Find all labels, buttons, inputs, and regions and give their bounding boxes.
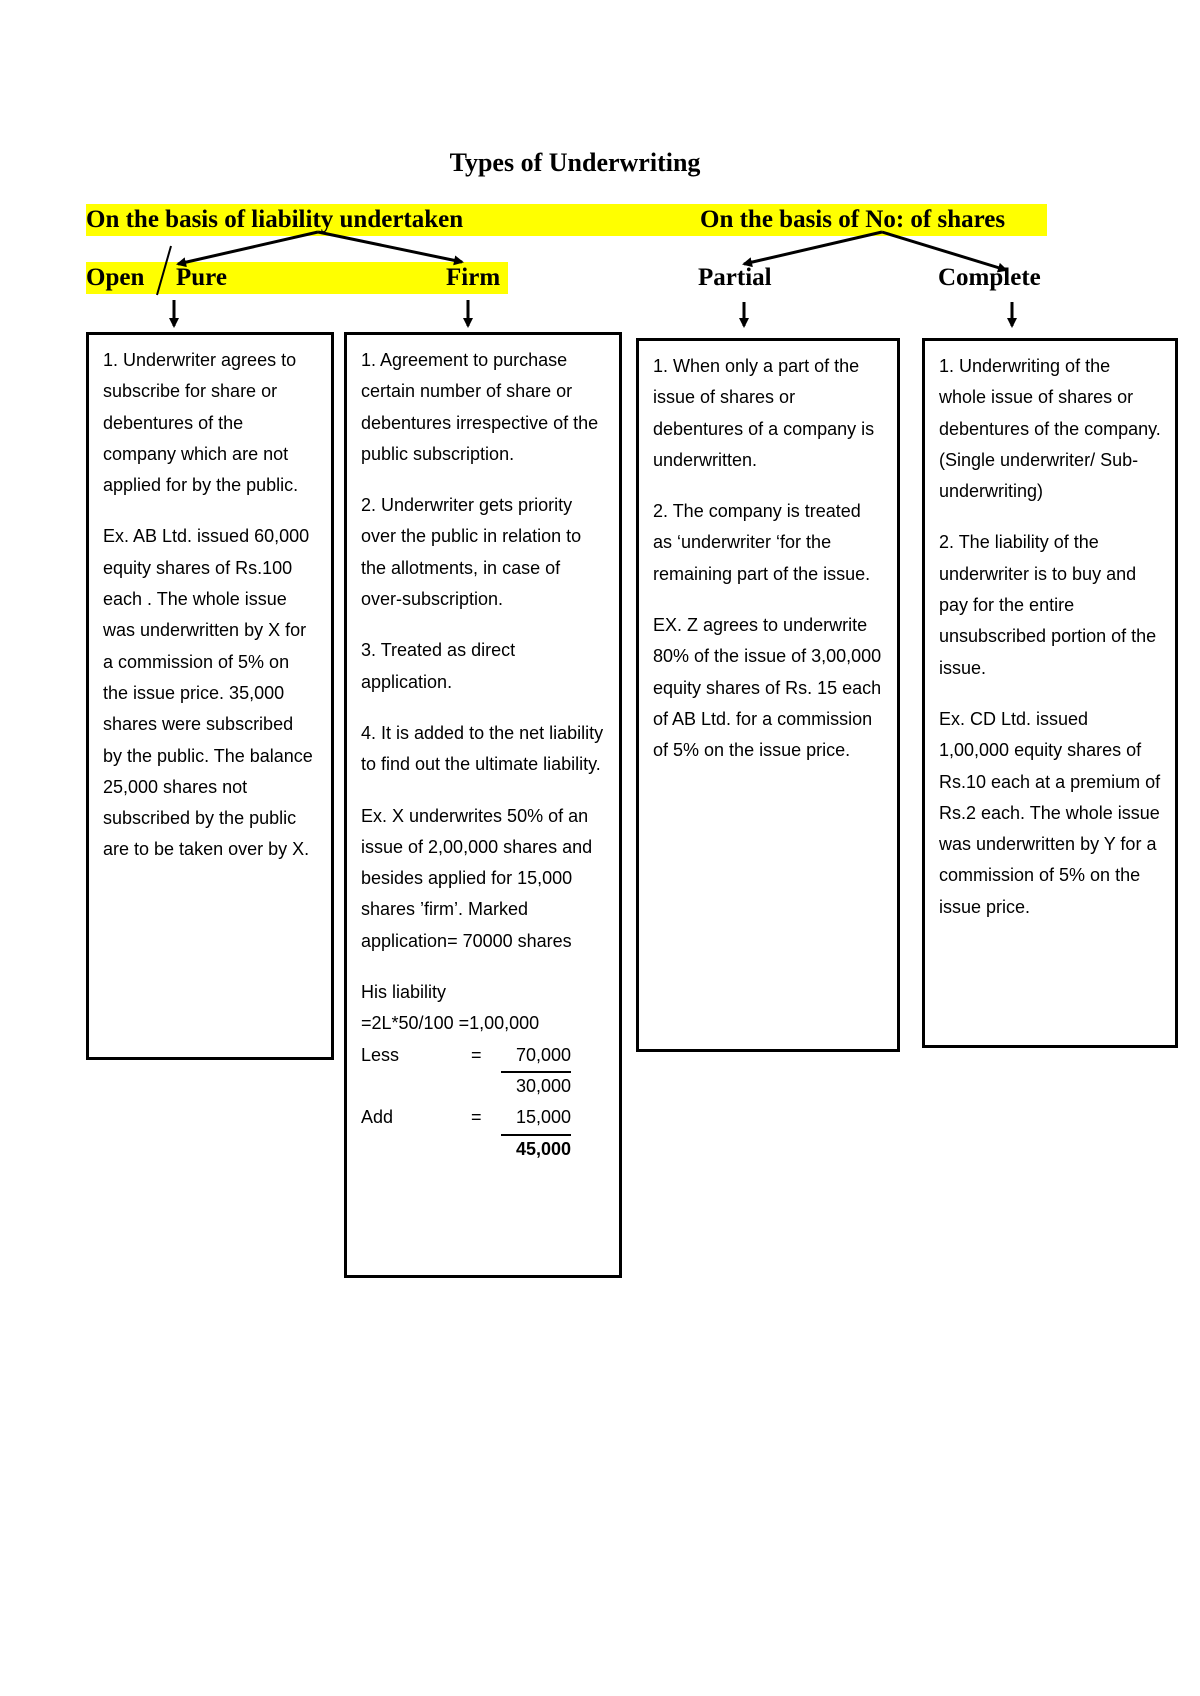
category-complete: Complete xyxy=(938,264,1041,291)
calc-subtotal-value: 30,000 xyxy=(515,1075,571,1096)
open-pure-box xyxy=(86,332,334,1060)
partial-box xyxy=(636,338,900,1052)
complete-box xyxy=(922,338,1178,1048)
calc-total-row xyxy=(361,1134,605,1165)
partial-example: EX. Z agrees to underwrite 80% of the issue of 3,00,000 equity shares of Rs. 15 each of AB Ltd. for a commission of 5% on the issue price. xyxy=(653,615,882,761)
arrow-liability-to-open-pure xyxy=(178,232,318,264)
firm-example: Ex. X underwrites 50% of an issue of 2,00,000 shares and besides applied for 15,000 shares ’firm’. Marked application= 70000 shares xyxy=(361,805,593,951)
calc-subtotal-row xyxy=(361,1071,605,1102)
calc-add-row xyxy=(361,1102,605,1133)
calc-formula: =2L*50/100 =1,00,000 xyxy=(361,1013,540,1034)
calc-less-label: Less xyxy=(361,1044,400,1065)
shares-basis-heading: On the basis of No: of shares xyxy=(700,206,1006,233)
category-partial: Partial xyxy=(698,264,772,291)
arrow-liability-to-firm xyxy=(318,232,462,262)
firm-point-4: 4. It is added to the net liability to find out the ultimate liability. xyxy=(361,722,604,775)
firm-box xyxy=(344,332,622,1278)
calc-add-value: 15,000 xyxy=(501,1102,571,1135)
complete-point-2: 2. The liability of the underwriter is to buy and pay for the entire unsubscribed portion of the issue. xyxy=(939,532,1157,678)
liability-basis-heading: On the basis of liability undertaken xyxy=(86,206,464,233)
calc-heading: His liability xyxy=(361,982,447,1003)
arrow-shares-to-partial xyxy=(744,232,882,264)
complete-point-1: 1. Underwriting of the whole issue of shares or debentures of the company.(Single underwriter/ Sub-underwriting) xyxy=(939,356,1161,502)
calc-less-value: 70,000 xyxy=(501,1040,571,1073)
open-pure-example: Ex. AB Ltd. issued 60,000 equity shares of Rs.100 each . The whole issue was underwritten by X for a commission of 5% on the issue price. 35,000 shares were subscribed by the public. The balance 25,000 shares not subscribed by the public are to be taken over by X. xyxy=(103,526,313,860)
firm-liability-calculation xyxy=(361,977,605,1165)
arrow-shares-to-complete xyxy=(882,232,1006,270)
calc-total-value: 45,000 xyxy=(515,1138,571,1159)
category-pure: Pure xyxy=(176,264,227,291)
calc-add-label: Add xyxy=(361,1107,394,1128)
calc-add-equals: = xyxy=(471,1107,482,1128)
firm-point-2: 2. Underwriter gets priority over the public in relation to the allotments, in case of over-subscription. xyxy=(361,495,582,610)
connector-arrows xyxy=(0,0,1200,360)
page-title: Types of Underwriting xyxy=(449,148,701,177)
partial-point-1: 1. When only a part of the issue of shares or debentures of a company is underwritten. xyxy=(653,356,875,470)
calc-less-equals: = xyxy=(471,1044,482,1065)
complete-example: Ex. CD Ltd. issued 1,00,000 equity shares of Rs.10 each at a premium of Rs.2 each. The whole issue was underwritten by Y for a commission of 5% on the issue price. xyxy=(939,708,1161,917)
open-pure-point-1: 1. Underwriter agrees to subscribe for share or debentures of the company which are not applied for by the public. xyxy=(103,350,299,496)
firm-point-3: 3. Treated as direct application. xyxy=(361,640,516,692)
category-firm: Firm xyxy=(446,264,501,291)
firm-point-1: 1. Agreement to purchase certain number of share or debentures irrespective of the public subscription. xyxy=(361,350,599,464)
partial-point-2: 2. The company is treated as ‘underwriter ‘for the remaining part of the issue. xyxy=(653,501,871,584)
open-pure-slash xyxy=(157,246,171,295)
calc-less-row xyxy=(361,1040,605,1071)
category-open: Open xyxy=(86,264,145,291)
